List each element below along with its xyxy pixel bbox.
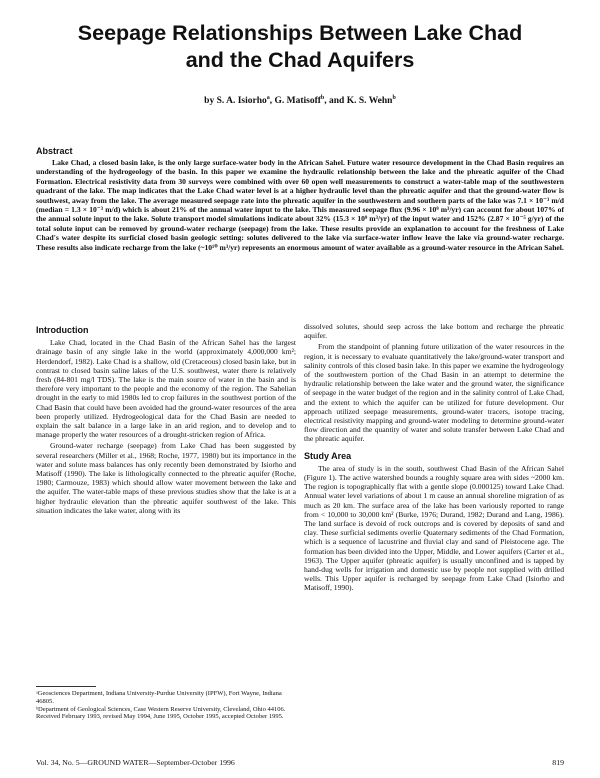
title-line-1: Seepage Relationships Between Lake Chad [77,21,523,45]
footnote-received: Received February 1993, revised May 1994, June 1995, October 1995, accepted October 1995. [36,713,284,721]
introduction-paragraph-1: Lake Chad, located in the Chad Basin of the African Sahel has the largest drainage basin of any single lake in the world (approximately 4,000,000 km²; Herdendorf, 1982). Lake Chad is a shallow, old (Cretaceous) closed basin lake, but in contrast to closed basin saline lakes of the U.S. southwest, water there is relatively fresh (84-801 mg/l TDS). The lake is the main source of water in the basin and is therefore very important to the people and the economy of the region. The Sahelian drought in the early to mid 1980s led to crop failures in the southwest portion of the Chad Basin that could have been avoided had the ground-water resources of the area been properly utilized. Hydrogeological data for the Chad Basin are needed to explain the salt balance in a large lake in an arid region, and to develop and to manage properly the water resources of a drought-stricken region of Africa. [36,338,296,440]
study-area-heading: Study Area [304,450,352,461]
paper-title [0,20,600,74]
introduction-paragraph-4: From the standpoint of planning future utilization of the water resources in the region, it is necessary to evaluate quantitatively the lake/ground-water transport and salinity controls of this closed basin lake. In this paper we examine the hydrogeology of the southwestern portion of the Chad Basin in an attempt to determine the hydraulic relationship between the lake water and the ground water, the significance of seepage in the water budget of the region and in the salinity control of Lake Chad, and the extent to which the aquifer can be utilized for future development. Our approach utilized seepage measurements, ground-water tracers, isotope tracing, electrical resistivity mapping and ground-water modeling to determine ground-water flow direction and the quantity of water and solute transfer between Lake Chad and the phreatic aquifer. [304,342,564,444]
left-column [36,326,296,517]
journal-citation: Vol. 34, No. 5—GROUND WATER—September-October 1996 [36,758,235,767]
author-1: by S. A. Isiorho [204,96,267,107]
introduction-heading: Introduction [36,325,89,335]
author-3: , and K. S. Wehn [324,96,393,107]
right-column [304,322,564,595]
author-3-affiliation: b [392,95,396,101]
footnotes [36,690,296,721]
abstract-heading: Abstract [36,146,73,156]
title-line-2: and the Chad Aquifers [185,48,415,72]
page-number: 819 [552,758,564,767]
author-2-affiliation: b [320,95,325,101]
study-area-paragraph-1: The area of study is in the south, southwest Chad Basin of the African Sahel (Figure 1). The active watershed bounds a roughly square area with sides ~2000 km. The region is topographically flat with a gentle slope (0.000125) toward Lake Chad. Annual water level variations of about 1 m cause an annual shoreline migration of as much as 20 km. The surface area of the lake has been variously reported to range from < 10,000 to 30,000 km² (Burke, 1976; Durand, 1982; Durand and Lang, 1986). The land surface is devoid of rock outcrops and is covered by deposits of sand and clay. These surficial sediments overlie Quaternary sediments of the Chad Formation, which is a sequence of lacustrine and fluvial clay and sand of Pleistocene age. The formation has been divided into the Upper, Middle, and Lower aquifers (Carter et al., 1963). The Upper aquifer (phreatic aquifer) is usually unconfined and is tapped by hand-dug wells for irrigation and domestic use by people not supplied with drilled wells. This Upper aquifer is recharged by seepage from Lake Chad (Isiorho and Matisoff, 1990). [304,463,564,593]
author-1-affiliation: a [266,95,270,101]
footnote-a: ᵃGeosciences Department, Indiana University-Purdue University (IPFW), Fort Wayne, Indiana 46805. [36,690,282,705]
abstract-text: Lake Chad, a closed basin lake, is the only large surface-water body in the African Sahel. Future water resource development in the Chad Basin requires an understanding of the hydrogeology of the basin. In this paper we examine the hydraulic relationship between the lake and the phreatic aquifer of the Chad Formation. Electrical resistivity data from 30 surveys were combined with over 60 open well measurements to construct a water-table map of the southwestern quadrant of the lake. The map indicates that the Lake Chad water level is at a higher hydraulic level than the phreatic aquifer and that the ground-water flow is southwest, away from the lake. The average measured seepage rate into the phreatic aquifer in the southwestern and southern parts of the lake was 7.1 × 10⁻³ m/d (median = 1.3 × 10⁻³ m/d) which is about 21% of the annual water input to the lake. This measured seepage flux (9.96 × 10⁹ m³/yr) can account for about 107% of the annual solute input to the lake. Solute transport model simulations indicate about 32% (15.3 × 10⁹ m³/yr) of the input water and 152% (2.87 × 10⁻⁵ g/yr) of the total solute input can be removed by ground-water recharge (seepage) from the lake. These results provide an explanation to account for the freshness of Lake Chad's water despite its surficial closed basin geologic setting: solutes delivered to the lake via surface-water inflow leave the lake via ground-water recharge. These results also indicate recharge from the lake (~10¹⁰ m³/yr) represents an enormous amount of water available as a ground-water resource in the African Sahel. [36,158,564,252]
author-line [0,95,600,106]
introduction-paragraph-3: dissolved solutes, should seep across the lake bottom and recharge the phreatic aquifer. [304,322,564,341]
abstract-section [36,146,564,252]
author-2: , G. Matisoff [269,96,321,107]
footnote-b: ᵇDepartment of Geological Sciences, Case Western Reserve University, Cleveland, Ohio 44106. [36,705,286,713]
introduction-paragraph-2: Ground-water recharge (seepage) from Lake Chad has been suggested by several researchers (Miller et al., 1968; Roche, 1977, 1980) but its importance in the water and solute mass balances has only recently been demonstrated by Isiorho and Matisoff (1990). The lake is lithologically connected to the phreatic aquifer (Roche, 1980; Carmouze, 1983) which should allow water movement between the lake and the aquifer. The water-table maps of these previous studies show that the lake is at a higher hydraulic elevation than the phreatic aquifer southwest of the lake. This situation indicates the lake water, along with its [36,441,296,515]
footnote-divider [36,686,96,687]
